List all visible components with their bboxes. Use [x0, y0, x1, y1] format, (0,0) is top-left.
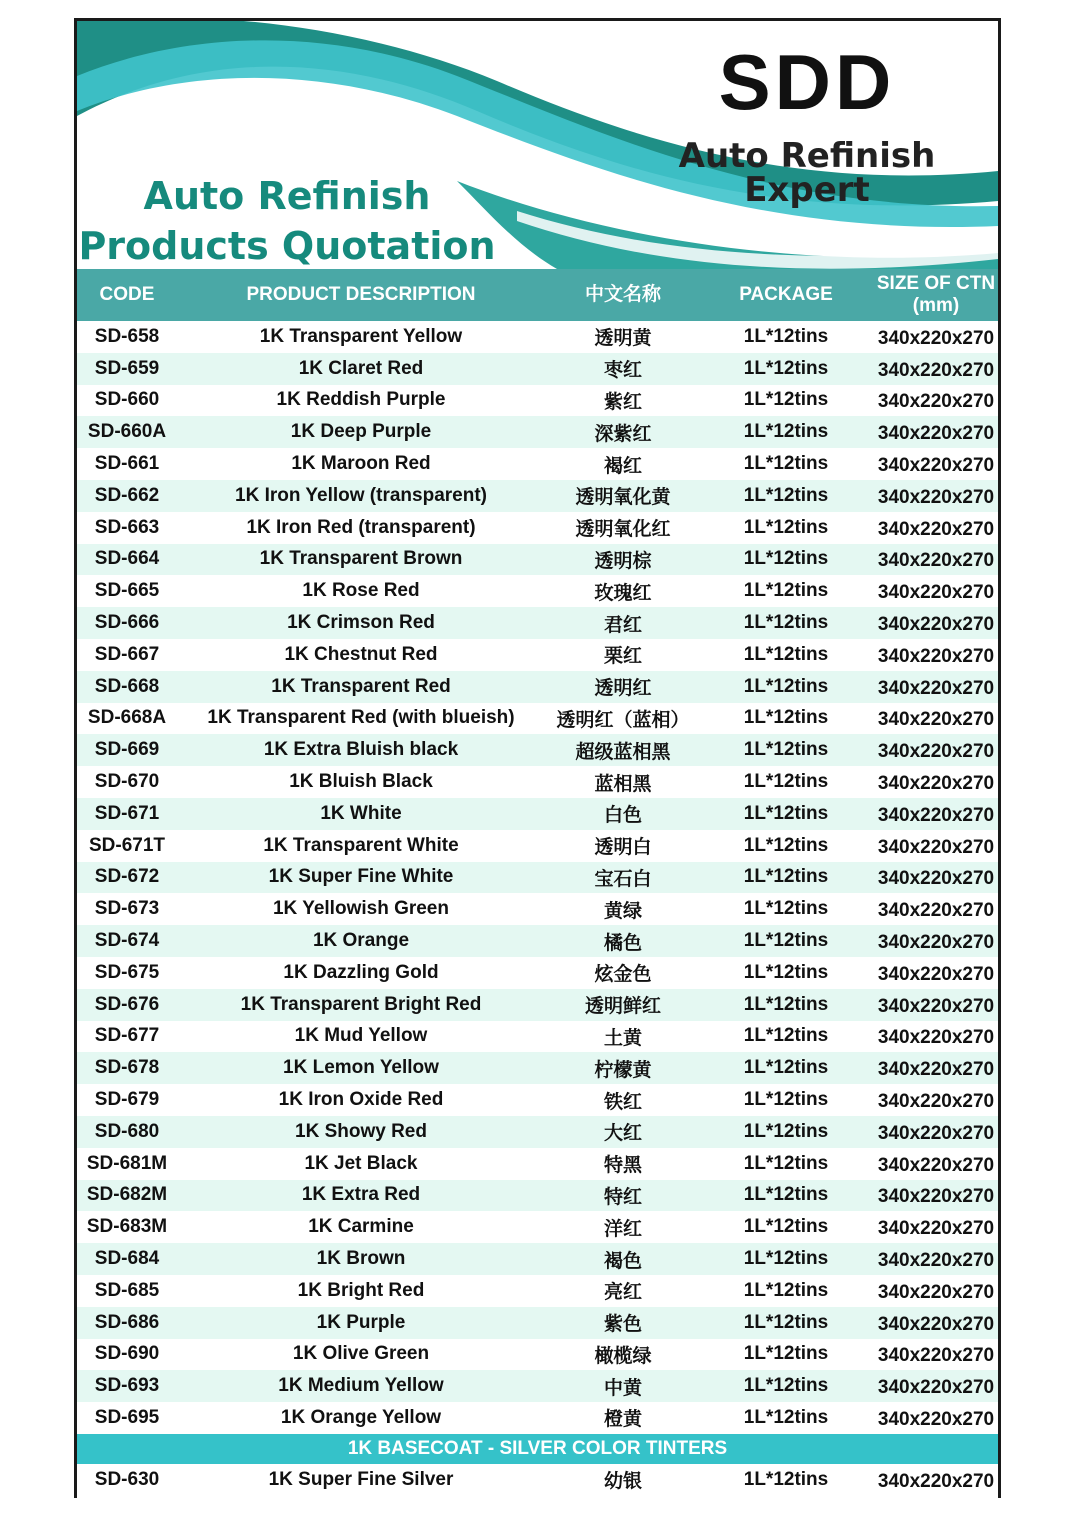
section-header-silver-tinters: 1K BASECOAT - SILVER COLOR TINTERS: [77, 1434, 998, 1464]
header-package: PACKAGE: [739, 284, 833, 305]
row-description: 1K Iron Oxide Red: [278, 1089, 444, 1111]
row-size: 340x220x270: [877, 932, 995, 954]
row-description: 1K Deep Purple: [290, 421, 432, 443]
row-size: 340x220x270: [877, 900, 995, 922]
row-size: 340x220x270: [877, 1059, 995, 1081]
row-size: 340x220x270: [877, 1027, 995, 1049]
row-code: SD-658: [94, 325, 160, 347]
row-description: 1K Dazzling Gold: [283, 961, 439, 983]
row-package: 1L*12tins: [743, 548, 829, 570]
row-code: SD-660A: [87, 421, 167, 443]
row-description: 1K Transparent Red: [271, 675, 451, 697]
row-description: 1K Olive Green: [292, 1343, 430, 1365]
row-chinese-name: 紫色: [603, 1314, 642, 1336]
row-package: 1L*12tins: [743, 866, 829, 888]
row-chinese-name: 透明氧化红: [575, 519, 671, 541]
row-code: SD-686: [94, 1311, 160, 1333]
row-description: 1K Purple: [316, 1311, 406, 1333]
row-size: 340x220x270: [877, 1408, 995, 1430]
row-code: SD-670: [94, 771, 160, 793]
row-code: SD-679: [94, 1089, 160, 1111]
row-size: 340x220x270: [877, 518, 995, 540]
row-chinese-name: 超级蓝相黑: [575, 741, 671, 763]
row-code: SD-685: [94, 1279, 160, 1301]
row-description: 1K Reddish Purple: [276, 389, 446, 411]
header-banner: [77, 21, 998, 269]
row-chinese-name: 炫金色: [594, 964, 652, 986]
row-chinese-name: 白色: [603, 805, 642, 827]
row-code: SD-695: [94, 1406, 160, 1428]
row-code: SD-660: [94, 389, 160, 411]
row-package: 1L*12tins: [743, 707, 829, 729]
row-description: 1K Rose Red: [302, 580, 420, 602]
table-row: [77, 1211, 998, 1243]
row-description: 1K Chestnut Red: [284, 643, 438, 665]
row-code: SD-673: [94, 898, 160, 920]
table-row: [77, 671, 998, 703]
row-size: 340x220x270: [877, 486, 995, 508]
row-code: SD-667: [94, 643, 160, 665]
row-package: 1L*12tins: [743, 389, 829, 411]
row-size: 340x220x270: [877, 645, 995, 667]
row-chinese-name: 特红: [603, 1186, 642, 1208]
row-code: SD-666: [94, 612, 160, 634]
row-description: 1K Transparent Red (with blueish): [207, 707, 515, 729]
title-line-1: Auto Refinish: [143, 174, 431, 218]
row-package: 1L*12tins: [743, 1025, 829, 1047]
table-row: [77, 639, 998, 671]
row-chinese-name: 栗红: [603, 646, 642, 668]
row-chinese-name: 透明棕: [594, 550, 652, 572]
row-code: SD-683M: [86, 1216, 168, 1238]
row-package: 1L*12tins: [743, 675, 829, 697]
row-package: 1L*12tins: [743, 1216, 829, 1238]
table-row: [77, 893, 998, 925]
row-package: 1L*12tins: [743, 484, 829, 506]
row-description: 1K Claret Red: [298, 357, 424, 379]
row-size: 340x220x270: [877, 868, 995, 890]
table-row: [77, 1402, 998, 1434]
row-size: 340x220x270: [877, 1377, 995, 1399]
row-size: 340x220x270: [877, 741, 995, 763]
row-description: 1K Extra Bluish black: [263, 739, 459, 761]
brand-tagline: Auto Refinish Expert: [678, 136, 936, 210]
table-row: [77, 544, 998, 576]
row-chinese-name: 深紫红: [594, 423, 652, 445]
row-code: SD-684: [94, 1248, 160, 1269]
title-line-2: Products Quotation: [78, 224, 496, 268]
row-code: SD-630: [94, 1468, 160, 1490]
row-description: 1K Orange: [312, 930, 410, 952]
table-row: [77, 734, 998, 766]
table-row: [77, 862, 998, 894]
table-row: [77, 1275, 998, 1307]
table-row: [77, 607, 998, 639]
row-code: SD-662: [94, 484, 160, 506]
row-code: SD-665: [94, 580, 160, 602]
row-size: 340x220x270: [877, 677, 995, 699]
brand-name: SDD: [718, 38, 896, 126]
row-size: 340x220x270: [877, 1186, 995, 1208]
table-row: [77, 1180, 998, 1212]
row-chinese-name: 大红: [603, 1123, 642, 1145]
header-code: CODE: [99, 284, 155, 305]
row-description: 1K Transparent Brown: [259, 548, 463, 570]
row-description: 1K Transparent Yellow: [259, 325, 463, 347]
table-row: [77, 448, 998, 480]
row-description: 1K Extra Red: [301, 1184, 421, 1206]
row-code: SD-693: [94, 1375, 160, 1397]
row-size: 340x220x270: [877, 614, 995, 636]
row-package: 1L*12tins: [743, 1120, 829, 1142]
row-size: 340x220x270: [877, 423, 995, 445]
table-row: [77, 957, 998, 989]
row-description: 1K Medium Yellow: [278, 1375, 444, 1397]
row-description: 1K Transparent White: [263, 834, 459, 856]
table-row: [77, 1339, 998, 1371]
row-chinese-name: 中黄: [603, 1377, 642, 1399]
row-package: 1L*12tins: [743, 802, 829, 824]
row-size: 340x220x270: [877, 1218, 995, 1240]
row-size: 340x220x270: [877, 359, 995, 381]
header-size-line-1: SIZE OF CTN: [876, 273, 996, 294]
row-package: 1L*12tins: [743, 1184, 829, 1206]
row-description: 1K Bluish Black: [289, 771, 433, 793]
row-package: 1L*12tins: [743, 834, 829, 856]
row-chinese-name: 褐色: [603, 1250, 642, 1272]
row-package: 1L*12tins: [743, 421, 829, 443]
header-size: [871, 269, 1001, 321]
row-size: 340x220x270: [877, 836, 995, 858]
row-code: SD-682M: [86, 1184, 168, 1206]
row-description: 1K Lemon Yellow: [283, 1057, 439, 1079]
row-description: 1K Iron Red (transparent): [246, 516, 476, 538]
row-package: 1L*12tins: [743, 1248, 829, 1269]
row-size: 340x220x270: [877, 550, 995, 572]
row-chinese-name: 紫红: [603, 391, 642, 413]
row-package: 1L*12tins: [743, 1468, 829, 1490]
row-package: 1L*12tins: [743, 1089, 829, 1111]
row-package: 1L*12tins: [743, 325, 829, 347]
row-description: 1K Showy Red: [295, 1120, 427, 1142]
row-description: 1K Orange Yellow: [280, 1406, 442, 1428]
row-size: 340x220x270: [877, 1313, 995, 1335]
table-row: [77, 766, 998, 798]
row-code: SD-659: [94, 357, 160, 379]
table-row: [77, 1084, 998, 1116]
table-row: [77, 1021, 998, 1053]
row-package: 1L*12tins: [743, 643, 829, 665]
row-chinese-name: 褐红: [603, 455, 642, 477]
table-row: [77, 512, 998, 544]
table-row: [77, 575, 998, 607]
row-chinese-name: 蓝相黑: [594, 773, 652, 795]
row-chinese-name: 土黄: [603, 1027, 642, 1049]
row-description: 1K Brown: [316, 1248, 406, 1269]
quotation-sheet: [74, 18, 1001, 1498]
row-code: SD-664: [94, 548, 160, 570]
table-row: [77, 1464, 998, 1496]
row-package: 1L*12tins: [743, 993, 829, 1015]
row-size: 340x220x270: [877, 1281, 995, 1303]
row-code: SD-663: [94, 516, 160, 538]
row-description: 1K Maroon Red: [291, 453, 431, 475]
row-package: 1L*12tins: [743, 1343, 829, 1365]
row-package: 1L*12tins: [743, 1375, 829, 1397]
row-package: 1L*12tins: [743, 1311, 829, 1333]
row-chinese-name: 枣红: [603, 360, 642, 382]
row-size: 340x220x270: [877, 1091, 995, 1113]
row-chinese-name: 透明氧化黄: [575, 487, 671, 509]
row-description: 1K White: [320, 802, 402, 824]
table-row: [77, 1052, 998, 1084]
table-row: [77, 989, 998, 1021]
row-code: SD-677: [94, 1025, 160, 1047]
row-size: 340x220x270: [877, 773, 995, 795]
row-chinese-name: 幼银: [603, 1471, 642, 1493]
row-package: 1L*12tins: [743, 1152, 829, 1174]
row-package: 1L*12tins: [743, 1057, 829, 1079]
table-row: [77, 321, 998, 353]
row-description: 1K Yellowish Green: [272, 898, 449, 920]
row-size: 340x220x270: [877, 1122, 995, 1144]
table-row: [77, 1148, 998, 1180]
row-chinese-name: 橄榄绿: [594, 1345, 652, 1367]
table-row: [77, 1307, 998, 1339]
table-row: [77, 925, 998, 957]
row-code: SD-671T: [88, 834, 166, 856]
row-package: 1L*12tins: [743, 898, 829, 920]
row-chinese-name: 透明红（蓝相）: [556, 709, 690, 731]
row-description: 1K Iron Yellow (transparent): [235, 484, 487, 506]
row-size: 340x220x270: [877, 327, 995, 349]
row-description: 1K Super Fine Silver: [268, 1468, 454, 1490]
table-row: [77, 798, 998, 830]
header-size-line-2: (mm): [912, 295, 960, 316]
row-package: 1L*12tins: [743, 453, 829, 475]
row-package: 1L*12tins: [743, 612, 829, 634]
table-row: [77, 1116, 998, 1148]
row-package: 1L*12tins: [743, 930, 829, 952]
row-chinese-name: 洋红: [603, 1218, 642, 1240]
row-chinese-name: 铁红: [603, 1091, 642, 1113]
row-size: 340x220x270: [877, 963, 995, 985]
row-package: 1L*12tins: [743, 739, 829, 761]
row-size: 340x220x270: [877, 995, 995, 1017]
row-description: 1K Jet Black: [304, 1152, 418, 1174]
table-body: [77, 321, 998, 1496]
row-code: SD-668: [94, 675, 160, 697]
row-description: 1K Mud Yellow: [294, 1025, 428, 1047]
row-size: 340x220x270: [877, 1345, 995, 1367]
row-chinese-name: 橘色: [603, 932, 642, 954]
row-chinese-name: 君红: [603, 614, 642, 636]
row-package: 1L*12tins: [743, 961, 829, 983]
row-chinese-name: 黄绿: [603, 900, 642, 922]
row-size: 340x220x270: [877, 455, 995, 477]
row-description: 1K Crimson Red: [287, 612, 435, 634]
row-code: SD-678: [94, 1057, 160, 1079]
row-code: SD-669: [94, 739, 160, 761]
row-code: SD-672: [94, 866, 160, 888]
table-row: [77, 703, 998, 735]
row-chinese-name: 透明白: [594, 837, 652, 859]
header-description: PRODUCT DESCRIPTION: [246, 284, 476, 305]
table-row: [77, 385, 998, 417]
row-package: 1L*12tins: [743, 1406, 829, 1428]
row-code: SD-675: [94, 961, 160, 983]
row-size: 340x220x270: [877, 1154, 995, 1176]
row-chinese-name: 透明鲜红: [584, 996, 661, 1018]
row-code: SD-681M: [86, 1152, 168, 1174]
table-header: [77, 269, 998, 321]
row-chinese-name: 宝石白: [594, 868, 652, 890]
row-size: 340x220x270: [877, 1470, 995, 1492]
row-description: 1K Bright Red: [297, 1279, 425, 1301]
table-row: [77, 1370, 998, 1402]
row-code: SD-668A: [87, 707, 167, 729]
row-code: SD-661: [94, 453, 160, 475]
row-chinese-name: 柠檬黄: [594, 1059, 652, 1081]
row-code: SD-671: [94, 802, 160, 824]
row-description: 1K Transparent Bright Red: [240, 993, 482, 1015]
row-chinese-name: 亮红: [603, 1282, 642, 1304]
row-code: SD-674: [94, 930, 160, 952]
table-row: [77, 1243, 998, 1275]
row-description: 1K Carmine: [308, 1216, 414, 1238]
row-chinese-name: 橙黄: [603, 1409, 642, 1431]
table-row: [77, 480, 998, 512]
row-size: 340x220x270: [877, 709, 995, 731]
header-chinese-name: 中文名称: [584, 284, 661, 305]
row-size: 340x220x270: [877, 804, 995, 826]
table-row: [77, 416, 998, 448]
table-row: [77, 353, 998, 385]
row-code: SD-690: [94, 1343, 160, 1365]
row-package: 1L*12tins: [743, 516, 829, 538]
row-package: 1L*12tins: [743, 357, 829, 379]
row-package: 1L*12tins: [743, 580, 829, 602]
row-description: 1K Super Fine White: [268, 866, 454, 888]
row-code: SD-680: [94, 1120, 160, 1142]
row-package: 1L*12tins: [743, 1279, 829, 1301]
row-chinese-name: 透明黄: [594, 328, 652, 350]
row-size: 340x220x270: [877, 1250, 995, 1271]
row-chinese-name: 玫瑰红: [594, 582, 652, 604]
row-size: 340x220x270: [877, 582, 995, 604]
row-code: SD-676: [94, 993, 160, 1015]
row-chinese-name: 特黑: [603, 1155, 642, 1177]
table-row: [77, 830, 998, 862]
row-chinese-name: 透明红: [594, 678, 652, 700]
document-title: [77, 171, 497, 271]
row-package: 1L*12tins: [743, 771, 829, 793]
row-size: 340x220x270: [877, 391, 995, 413]
